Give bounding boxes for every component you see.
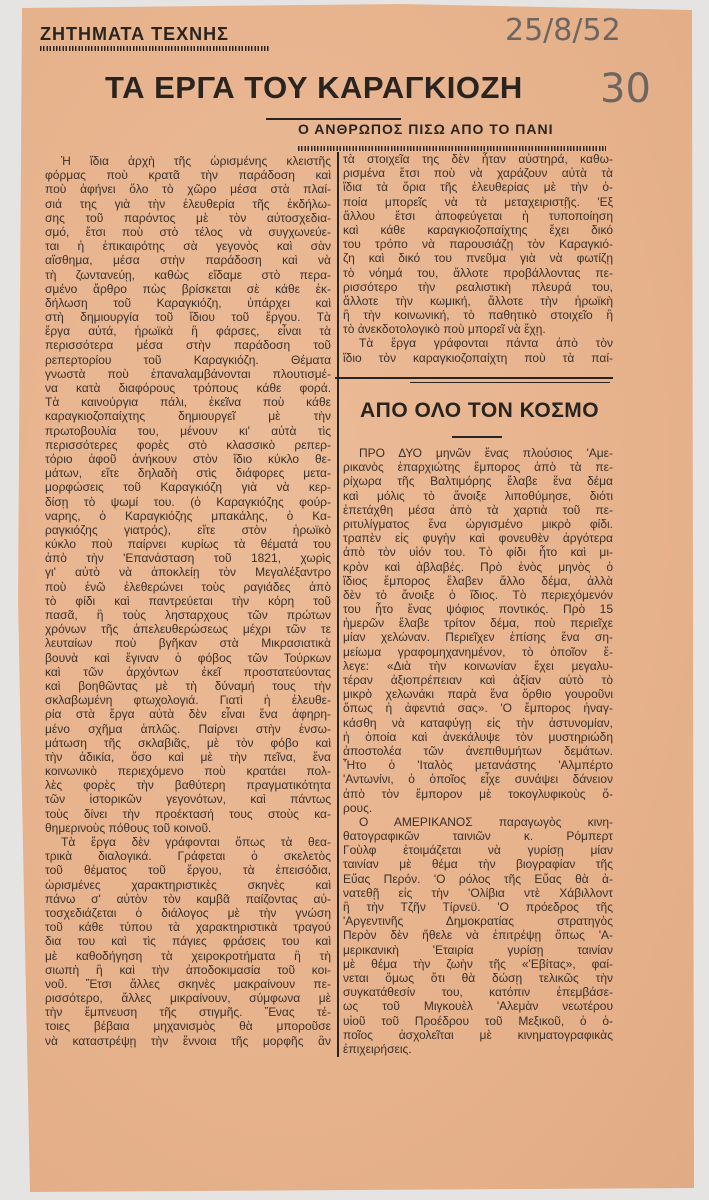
text-line: 'Αντωνίνι, ὁ ὁποῖος εἶχε συνάψει δάνειον <box>343 772 613 787</box>
text-line: κοινωνικὸ περιεχόμενο ποὺ κρατάει πολ- <box>45 764 331 779</box>
text-line: Τὰ ἔργα γράφονται πάντα ἀπὸ τὸν <box>359 336 613 351</box>
text-line: περισσότερα μέσα στὴν παράδοση τοῦ <box>45 338 331 353</box>
section-label: ΖΗΤΗΜΑΤΑ ΤΕΧΝΗΣ <box>40 24 229 44</box>
text-line: ρικανὸς ἐπαρχιώτης ἔμπορος ἀπὸ τὰ πε- <box>343 460 613 475</box>
text-line: δια του καὶ τὶς πάγιες φράσεις του καὶ <box>45 934 331 949</box>
text-line: μάτωση τῆς σκλαβιᾶς, μὲ τὸν φόβο καὶ <box>45 735 331 750</box>
text-line: φόρμας ποὺ κρατᾶ τὴν παράδοση καὶ <box>45 168 331 183</box>
text-line: ριτυλίγματος ἕνα ὠργισμένο μικρὸ φίδι. <box>343 516 613 531</box>
text-line: 'Αργεντινῆς Δημοκρατίας στρατηγὸς <box>343 914 613 929</box>
text-line: δήλωση τοῦ Καραγκιόζη, ὑπάρχει καὶ <box>45 295 331 310</box>
text-line: μερικανικὴ 'Εταιρία γυρίσῃ ταινίαν <box>343 942 613 957</box>
text-line: σης τοῦ παρόντος μὲ τὸν αὐτοσχεδια- <box>45 210 331 225</box>
text-line: μείωμα γραφομηχανημένον, τὸ ὁποῖον ἔ- <box>343 644 613 659</box>
text-line: μικρὸ χελωνάκι παρὰ ἕνα ὄρθιο γουροῦνι <box>343 687 613 702</box>
text-line: Γοὺλφ ἑτοιμάζεται νὰ γυρίσῃ μίαν <box>343 843 613 858</box>
text-line: τοὺς δίνει τὴν προέκτασή τους στοὺς κα- <box>45 806 331 821</box>
text-line: ἴδιος ἔμπορος ἔλαβεν ἄλλο δέμα, ἀλλὰ <box>343 573 613 588</box>
handwritten-number: 30 <box>600 66 651 112</box>
text-line: ἐπετάχθη μέσα ἀπὸ τὰ χαρτιὰ τοῦ πε- <box>343 502 613 517</box>
text-line: τὰ στοιχεῖα της δὲν ἦταν αὐστηρά, καθω- <box>343 152 613 166</box>
dotted-rule <box>40 46 270 51</box>
paragraph <box>343 336 613 364</box>
text-line: ἄλλου ἔτσι ἀποφεύγεται ἡ τυποποίηση <box>343 208 613 223</box>
text-line: ἡμερῶν ἔλαβε τρίτον δέμα, ποὺ περιεῖχε <box>343 616 613 631</box>
column-divider <box>337 152 339 1057</box>
text-line: ἡ ὁποία καὶ ἀνεκάλυψε τὸν μυστηριώδη <box>343 729 613 744</box>
text-line: τὴν ἀδικία, ὅσο καὶ μὲ τὴν πεῖνα, ἕνα <box>45 749 331 764</box>
paragraph <box>343 815 613 1056</box>
text-line: τὸ νόημά του, ἄλλοτε προβάλλοντας πε- <box>343 265 613 280</box>
text-line: τὴ ζωντανεύῃ, καθὼς εἴδαμε στὸ περα- <box>45 267 331 282</box>
handwritten-date: 25/8/52 <box>505 13 621 48</box>
text-line: δὲν τὸ ἄνοιξε ὁ ἴδιος. Τὸ περιεχόμενόν <box>343 587 613 602</box>
text-line: θημερινοὺς πόθους τοῦ κοινοῦ. <box>45 820 212 835</box>
text-line: του τρόπο νὰ παρουσιάζῃ τὸν Καραγκιό- <box>343 237 613 252</box>
text-line: τοσχεδιάζεται ὁ διάλογος μὲ τὴν γνώση <box>45 905 331 920</box>
news-column <box>343 446 613 1056</box>
text-line: Ο ΑΜΕΡΙΚΑΝΟΣ παραγωγὸς κινη- <box>359 814 613 829</box>
text-line: πάνω σ' αὐτὸν τὸν καμβᾶ παίζοντας αὐ- <box>45 891 331 906</box>
text-line: ρεπερτορίου τοῦ Καραγκιόζη. Θέματα <box>45 352 331 367</box>
text-line: τρικὰ διαλογικά. Γράφεται ὁ σκελετὸς <box>45 849 331 864</box>
text-line: τὸ φίδι καὶ παντρεύεται τὴν κόρη τοῦ <box>45 593 331 608</box>
section-rule <box>335 377 613 379</box>
text-line: ρισμένα ἔτσι ποὺ νὰ χαράζουν αὐτὰ τὰ <box>343 166 613 181</box>
text-line: καὶ τῶν ἀρχόντων ἐκεῖ προστατεύοντας <box>45 664 331 679</box>
text-line: τὴν ἔμπνευση τῆς στιγμῆς. Ἕνας τέ- <box>45 1005 331 1020</box>
text-line: καραγκιοζοπαίχτης δημιουργεῖ μὲ τὴν <box>45 409 331 424</box>
text-line: συγκατάθεσίν του, κατόπιν ἐπεμβάσε- <box>343 985 613 1000</box>
text-line: του ἦτο ἕνας ψόφιος ποντικός. Πρὸ 15 <box>343 602 613 617</box>
text-line: ποῖος ἀσχολεῖται μὲ κινηματογραφικὰς <box>343 1027 613 1042</box>
text-line: ρίχωρα τῆς Βαλτιμόρης ἔλαβε ἕνα δέμα <box>343 474 613 489</box>
text-line: τέραν ἀξιοπρέπειαν καὶ ἀξίαν αὐτὸ τὸ <box>343 673 613 687</box>
heading-underline <box>452 436 502 438</box>
text-line: Τὰ καινούργια πάλι, ἐκεῖνα ποὺ κάθε <box>45 395 331 410</box>
text-line: μίαν χελώναν. Περιεῖχεν ἐπίσης ἕνα ση- <box>343 630 613 645</box>
text-line: νὰ καταστρέψῃ τὴν ἔννοια τῆς μορφῆς ἂν <box>45 1033 331 1048</box>
text-line: μορφώσεις τοῦ Καραγκιόζη γιὰ νὰ κερ- <box>45 480 331 495</box>
article-right-column <box>343 152 613 365</box>
text-line: τοιες βέβαια μηχανισμὸς θὰ μποροῦσε <box>45 1019 331 1034</box>
text-line: Ἡ ἴδια ἀρχὴ τῆς ὡρισμένης κλειστῆς <box>61 154 331 168</box>
text-line: ταινίαν μὲ θέμα τὴν βιογραφίαν τῆς <box>343 857 613 872</box>
text-line: τὸ ἀνεκδοτολογικὸ ποὺ μπορεῖ νὰ ἔχῃ. <box>343 322 546 337</box>
text-line: καὶ κάθε καραγκιοζοπαίχτης ἔχει δικό <box>343 222 613 237</box>
text-line: ρισσότερο, ἄλλες μικραίνουν, σύμφωνα μὲ <box>45 991 331 1006</box>
text-line: τραπὲν εἰς φυγὴν καὶ φονευθὲν ἀργότερα <box>343 531 613 546</box>
text-line: ρισσότερο τὴν ρεαλιστικὴ πλευρά του, <box>343 279 613 294</box>
text-line: χρόνων τῆς ἀπελευθερώσεως μέχρι τῶν τε <box>45 622 331 637</box>
text-line: ναρης, ὁ Καραγκιόζης μπακάλης, ὁ Κα- <box>45 508 331 523</box>
text-line: ποὺ ἀφήνει ὅλο τὸ χῶρο μέσα στὰ πλαί- <box>45 182 331 197</box>
text-line: Ἦτο ὁ 'Ιταλὸς μετανάστης 'Αλμπέρτο <box>343 758 613 773</box>
text-line: γι' αὐτὸ νὰ ἀποκλείῃ τὸν Μεγαλέξαντρο <box>45 565 331 580</box>
text-line: περισσότερες φορὲς στὸ κλασσικὸ ρεπερ- <box>45 437 331 452</box>
article-subtitle: Ο ΑΝΘΡΩΠΟΣ ΠΙΣΩ ΑΠΟ ΤΟ ΠΑΝΙ <box>298 121 554 137</box>
text-line: δίσῃ τὸ ψωμί του. (ὁ Καραγκιόζης φούρ- <box>45 494 331 509</box>
text-line: ἀπὸ τὴν 'Επανάσταση τοῦ 1821, χωρὶς <box>45 551 331 566</box>
text-line: ὡρισμένες χαρακτηριστικὲς σκηνὲς καὶ <box>45 877 331 892</box>
text-line: ἢ τὴν Τζῆν Τίρνεϋ. 'Ο πρόεδρος τῆς <box>343 900 613 914</box>
text-line: πασᾶ, ἢ τοὺς λησταρχους τῶν πρώτων <box>45 608 331 622</box>
paragraph <box>343 446 613 815</box>
text-line: νατεθῇ εἰς τὴν 'Ολίβια ντὲ Χάβιλλοντ <box>343 885 613 900</box>
paragraph <box>45 835 331 1048</box>
text-line: σιά της γιὰ τὴν ἐλευθερία τῆς ἐκδήλω- <box>45 196 331 211</box>
text-line: ὅπως ἡ ἀφεντιά σας». 'Ο ἔμπορος ἠναγ- <box>343 701 613 716</box>
text-line: καὶ μόλις τὸ ἄνοιξε λιποθύμησε, διότι <box>343 488 613 503</box>
text-line: θατογραφικῶν ταινιῶν κ. Ρόμπερτ <box>343 829 613 844</box>
text-line: Περὸν δὲν ἤθελε νὰ ἐπιτρέψῃ ὅπως 'Α- <box>343 928 613 943</box>
text-line: ἴδια τὰ ὅρια τῆς ἐλευθερίας μὲ τὴν ὁ- <box>343 180 613 195</box>
paragraph <box>45 154 331 835</box>
text-line: τοῦ κάθε τύπου τὰ χαρακτηριστικὰ τραγού <box>45 920 331 935</box>
text-line: κρὸν καὶ ἀβλαβές. Πρὸ ἑνὸς μηνὸς ὁ <box>343 559 613 574</box>
text-line: ται ἡ ἐπικαιρότης σὰ γεγονὸς καὶ σὰν <box>45 239 331 254</box>
text-line: ραγκιόζης γιατρός), εἴτε στὸν ἡρωϊκὸ <box>45 522 331 537</box>
text-line: ποία μπορεῖς νὰ τὰ μεταχειριστῇς. 'Εξ <box>343 194 613 209</box>
text-line: Εὔας Περόν. 'Ο ρόλος τῆς Εὔας θὰ ἀ- <box>343 871 613 886</box>
text-line: σιωπὴ ἢ καὶ τὴν ἀποδοκιμασία τοῦ κοι- <box>45 962 331 977</box>
text-line: Τὰ ἔργα δὲν γράφονται ὅπως τὰ θεα- <box>61 835 331 849</box>
text-line: ζη καὶ δικό του πνεῦμα γιὰ νὰ φωτίζῃ <box>343 251 613 266</box>
text-line: γνωστὰ ποὺ ἐπαναλαμβάνονται πλουτισμέ- <box>45 366 331 381</box>
text-line: ἴδιο τὸν καραγκιοζοπαίχτη ποὺ τὰ παί- <box>343 350 613 365</box>
text-line: καὶ βοηθῶντας μὲ τὴ δύναμή τους τὴν <box>45 678 331 693</box>
text-line: να κατὰ διαφόρους τρόπους κάθε φορά. <box>45 381 331 395</box>
text-line: μάτων, εἴτε δηλαδὴ στὶς διάφορες μετα- <box>45 466 331 481</box>
text-line: σμένο ἄρθρο πὼς βρίσκεται σὲ κάθε ἐκ- <box>45 281 331 296</box>
text-line: βουνὰ καὶ ἔγιναν ὁ φόβος τῶν Τούρκων <box>45 650 331 665</box>
text-line: πρωτοβουλία του, μένουν κι' αὐτὰ τὶς <box>45 423 331 438</box>
text-line: σκλαβωμένη φτωχολογιά. Γιατὶ ἡ ἐλευθε- <box>45 693 331 708</box>
section-rule-thin <box>410 382 610 383</box>
text-line: ἀπὸ τὸν υἱόν του. Τὸ φίδι ἦτο καὶ μι- <box>343 545 613 560</box>
text-line: ως τοῦ Μιγκουὲλ 'Αλεμὰν νεωτέρου <box>343 999 613 1014</box>
text-line: ἐπιχειρήσεις. <box>343 1041 412 1056</box>
article-left-column <box>45 154 331 1048</box>
text-line: υἱοῦ τοῦ Προέδρου τοῦ Μεξικοῦ, ὁ ὁ- <box>343 1013 613 1028</box>
text-line: στὴ δημιουργία τοῦ ἴδιου τοῦ ἔργου. Τὰ <box>45 310 331 325</box>
text-line: ΠΡΟ ΔΥΟ μηνῶν ἕνας πλούσιος 'Αμε- <box>359 446 613 460</box>
text-line: τοῦ θέματος τοῦ ἔργου, τὰ ἐπεισόδια, <box>45 863 331 878</box>
text-line: λὲς φορὲς τὴν βαθύτερη πραγματικότητα <box>45 778 331 793</box>
text-line: λευταίων ποὺ βγῆκαν στὰ Μικρασιατικὰ <box>45 636 331 651</box>
text-line: νοῦ. Ἔτσι ἄλλες σκηνὲς μακραίνουν πε- <box>45 976 331 991</box>
news-heading: ΑΠΟ ΟΛΟ ΤΟΝ ΚΟΣΜΟ <box>360 399 600 422</box>
dotted-rule <box>298 146 606 151</box>
text-line: σμό, ἔτσι ποὺ στὸ τέλος νὰ συγχωνεύε- <box>45 224 331 239</box>
text-line: ρους. <box>343 800 373 815</box>
text-line: μὲ θέμα τὴν ζωὴν τῆς «'Εβίτας», φαί- <box>343 956 613 971</box>
text-line: τόριο ἀφοῦ ἀνήκουν στὸν ἴδιο κύκλο θε- <box>45 451 331 466</box>
text-line: τῶν ἱστορικῶν γεγονότων, καὶ πάντως <box>45 792 331 807</box>
text-line: ἄλλοτε τὴν κωμική, ἄλλοτε τὴν ἡρωϊκὴ <box>343 293 613 308</box>
text-line: νεται ὅμως ὅτι θὰ δώσῃ τελικῶς τὴν <box>343 970 613 985</box>
text-line: ποὺ ἐνῶ ἐλεθερώνει τοὺς ραγιάδες ἀπὸ <box>45 579 331 594</box>
paragraph <box>343 152 613 336</box>
text-line: αἴσθημα, μέσα στὴν παράδοση καὶ νὰ <box>45 253 331 268</box>
text-line: ἀποστολέα τῶν ἀνεπιθυμήτων δεμάτων. <box>343 743 613 758</box>
text-line: μὲ καθοδήγηση τὰ χειροκροτήματα ἢ τὴ <box>45 948 331 963</box>
text-line: μένο σχῆμα ἁπλῶς. Παίρνει στὴν ἐνσω- <box>45 721 331 736</box>
text-line: κύκλο ποὺ παίρνει κυρίως τὰ θέματά του <box>45 537 331 552</box>
text-line: κάσθη νὰ καταφύγῃ εἰς τὴν ἀστυνομίαν, <box>343 715 613 730</box>
text-line: ἀπὸ τὸν ἔμπορον μὲ τοκογλυφικοὺς ὅ- <box>343 786 613 801</box>
article-title: ΤΑ ΕΡΓΑ ΤΟΥ ΚΑΡΑΓΚΙΟΖΗ <box>105 70 523 105</box>
text-line: ἢ τὴν κοινωνική, τὸ παθητικὸ στοιχεῖο ἢ <box>343 308 613 323</box>
text-line: ἔργα αὐτά, ἡρωϊκὰ ἢ φάρσες, εἶναι τὰ <box>45 324 331 339</box>
title-rule <box>266 118 401 120</box>
text-line: ρία στὰ ἔργα αὐτὰ δὲν εἶναι ἕνα ἀφηρη- <box>45 707 331 722</box>
text-line: λεγε: «Διὰ τὴν κοινωνίαν ἔχει μεγαλυ- <box>343 658 613 673</box>
